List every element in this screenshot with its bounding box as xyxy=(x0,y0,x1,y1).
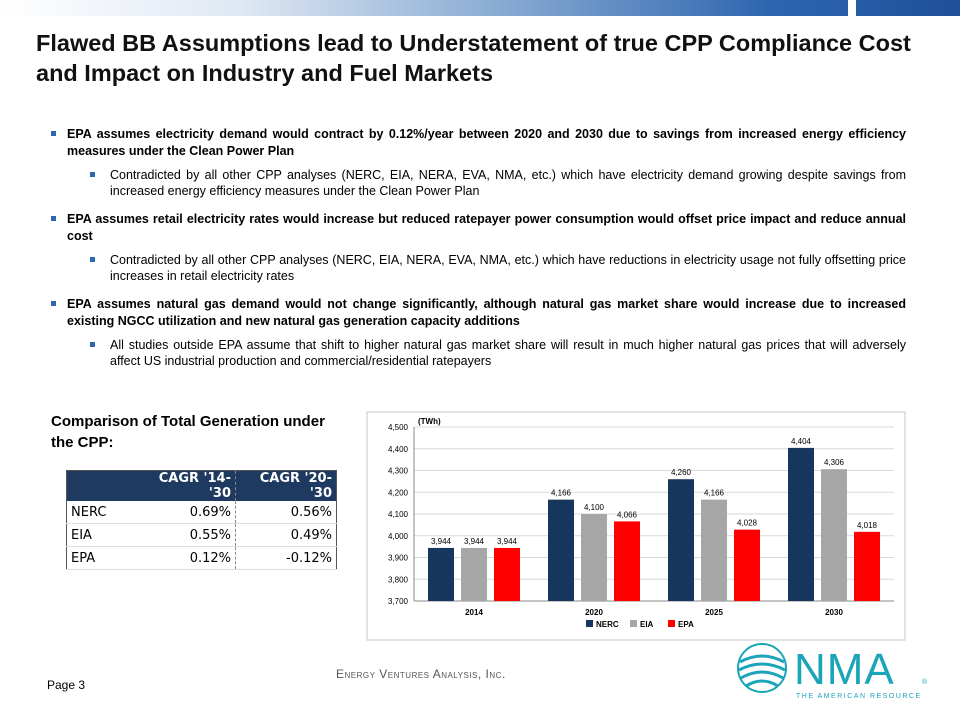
data-label: 3,944 xyxy=(463,536,485,546)
table-row xyxy=(67,524,337,547)
header-bar-gap xyxy=(848,0,856,16)
legend-label: EPA xyxy=(678,620,694,629)
data-label: 4,404 xyxy=(790,436,812,446)
slide-title: Flawed BB Assumptions lead to Understatement of true CPP Compliance Cost and Impact on Industry and Fuel Markets xyxy=(36,30,911,86)
sub-bullet-3 xyxy=(48,337,906,369)
sub-bullet-2-text: Contradicted by all other CPP analyses (NERC, EIA, NERA, EVA, NMA, etc.) which have reductions in electricity usage not fully offsetting price increases in retail electricity rates xyxy=(110,253,906,283)
x-tick-label: 2020 xyxy=(585,608,603,617)
x-tick-label: 2030 xyxy=(825,608,843,617)
bar-eia-2030 xyxy=(821,469,847,601)
data-label: 4,018 xyxy=(856,520,878,530)
table-row xyxy=(67,547,337,570)
y-tick-label: 4,400 xyxy=(387,444,408,454)
bullet-square-icon xyxy=(90,172,95,177)
bar-nerc-2025 xyxy=(668,479,694,601)
table-cell: NERC xyxy=(67,501,136,524)
table-header-cell: CAGR '20-'30 xyxy=(236,471,337,502)
table-cell: -0.12% xyxy=(236,547,337,570)
table-header-cell xyxy=(67,471,136,502)
bar-epa-2025 xyxy=(734,530,760,601)
bullet-square-icon xyxy=(51,216,56,221)
x-tick-label: 2025 xyxy=(705,608,723,617)
nma-tagline: THE AMERICAN RESOURCE xyxy=(796,693,922,700)
sub-bullet-1-text: Contradicted by all other CPP analyses (NERC, EIA, NERA, EVA, NMA, etc.) which have electricity demand growing despite savings from increased energy efficiency measures under the Clean Power Plan xyxy=(110,168,906,198)
bar-eia-2014 xyxy=(461,548,487,601)
bar-nerc-2030 xyxy=(788,448,814,601)
data-label: 4,166 xyxy=(703,488,725,498)
y-tick-label: 3,800 xyxy=(387,575,408,585)
legend-swatch xyxy=(586,620,593,627)
table-header-cell: CAGR '14-'30 xyxy=(135,471,236,502)
data-label: 4,306 xyxy=(823,458,845,468)
y-tick-label: 4,200 xyxy=(387,488,408,498)
sub-bullet-2 xyxy=(48,252,906,284)
nma-globe-icon xyxy=(738,644,786,692)
bar-epa-2020 xyxy=(614,521,640,601)
y-tick-label: 4,100 xyxy=(387,510,408,519)
comparison-title: Comparison of Total Generation under the CPP: xyxy=(51,413,325,451)
bullet-square-icon xyxy=(51,301,56,306)
y-tick-label: 3,900 xyxy=(387,553,408,563)
table-cell: 0.56% xyxy=(236,501,337,524)
y-tick-label: 4,000 xyxy=(387,531,408,541)
header-gradient-bar xyxy=(0,0,960,16)
bullet-list xyxy=(48,126,906,381)
bullet-1 xyxy=(48,126,906,160)
data-label: 4,260 xyxy=(670,468,692,478)
bar-nerc-2020 xyxy=(548,500,574,601)
y-tick-label: 4,500 xyxy=(387,423,408,432)
sub-bullet-3-text: All studies outside EPA assume that shift to higher natural gas market share will result in much higher natural gas prices that will adversely affect US industrial production and commercial/residential ratepayers xyxy=(110,338,906,368)
legend-label: EIA xyxy=(640,620,654,629)
bar-eia-2025 xyxy=(701,500,727,601)
data-label: 3,944 xyxy=(496,536,518,546)
legend-label: NERC xyxy=(596,620,619,629)
data-label: 4,028 xyxy=(736,518,758,528)
table-cell: 0.69% xyxy=(135,501,236,524)
data-label: 4,166 xyxy=(550,488,572,498)
legend-swatch xyxy=(630,620,637,627)
bar-nerc-2014 xyxy=(428,548,454,601)
bullet-2 xyxy=(48,211,906,245)
generation-bar-chart xyxy=(366,411,906,641)
table-row xyxy=(67,501,337,524)
cagr-table xyxy=(66,470,337,570)
logo-registered-mark: ® xyxy=(922,679,928,686)
bullet-3-text: EPA assumes natural gas demand would not change significantly, although natural gas market share would increase due to increased existing NGCC utilization and new natural gas generation capacity additions xyxy=(67,297,906,328)
nma-logo-text: NMA xyxy=(794,645,895,694)
bar-epa-2030 xyxy=(854,532,880,601)
chart-unit-label: (TWh) xyxy=(418,417,441,426)
page-indicator xyxy=(47,678,85,692)
page-number: 3 xyxy=(78,678,86,692)
company-name: Energy Ventures Analysis, Inc. xyxy=(336,667,506,681)
bullet-square-icon xyxy=(51,131,56,136)
bullet-2-text: EPA assumes retail electricity rates would increase but reduced ratepayer power consumption would offset price impact and reduce annual cost xyxy=(67,212,906,243)
data-label: 4,066 xyxy=(616,510,638,520)
y-tick-label: 3,700 xyxy=(387,597,408,606)
table-cell: 0.49% xyxy=(236,524,337,547)
data-label: 3,944 xyxy=(430,536,452,546)
table-cell: 0.55% xyxy=(135,524,236,547)
sub-bullet-1 xyxy=(48,167,906,199)
table-cell: 0.12% xyxy=(135,547,236,570)
table-cell: EPA xyxy=(67,547,136,570)
x-tick-label: 2014 xyxy=(465,608,483,617)
bullet-square-icon xyxy=(90,342,95,347)
page-label: Page xyxy=(47,678,76,692)
company-footer xyxy=(336,667,506,681)
bullet-3 xyxy=(48,296,906,330)
table-header-row xyxy=(67,471,337,502)
bar-eia-2020 xyxy=(581,514,607,601)
legend-swatch xyxy=(668,620,675,627)
table-cell: EIA xyxy=(67,524,136,547)
bar-epa-2014 xyxy=(494,548,520,601)
data-label: 4,100 xyxy=(583,503,605,512)
y-tick-label: 4,300 xyxy=(387,466,408,476)
nma-logo xyxy=(732,640,932,702)
bullet-1-text: EPA assumes electricity demand would contract by 0.12%/year between 2020 and 2030 due to savings from increased energy efficiency measures under the Clean Power Plan xyxy=(67,127,906,158)
bullet-square-icon xyxy=(90,257,95,262)
